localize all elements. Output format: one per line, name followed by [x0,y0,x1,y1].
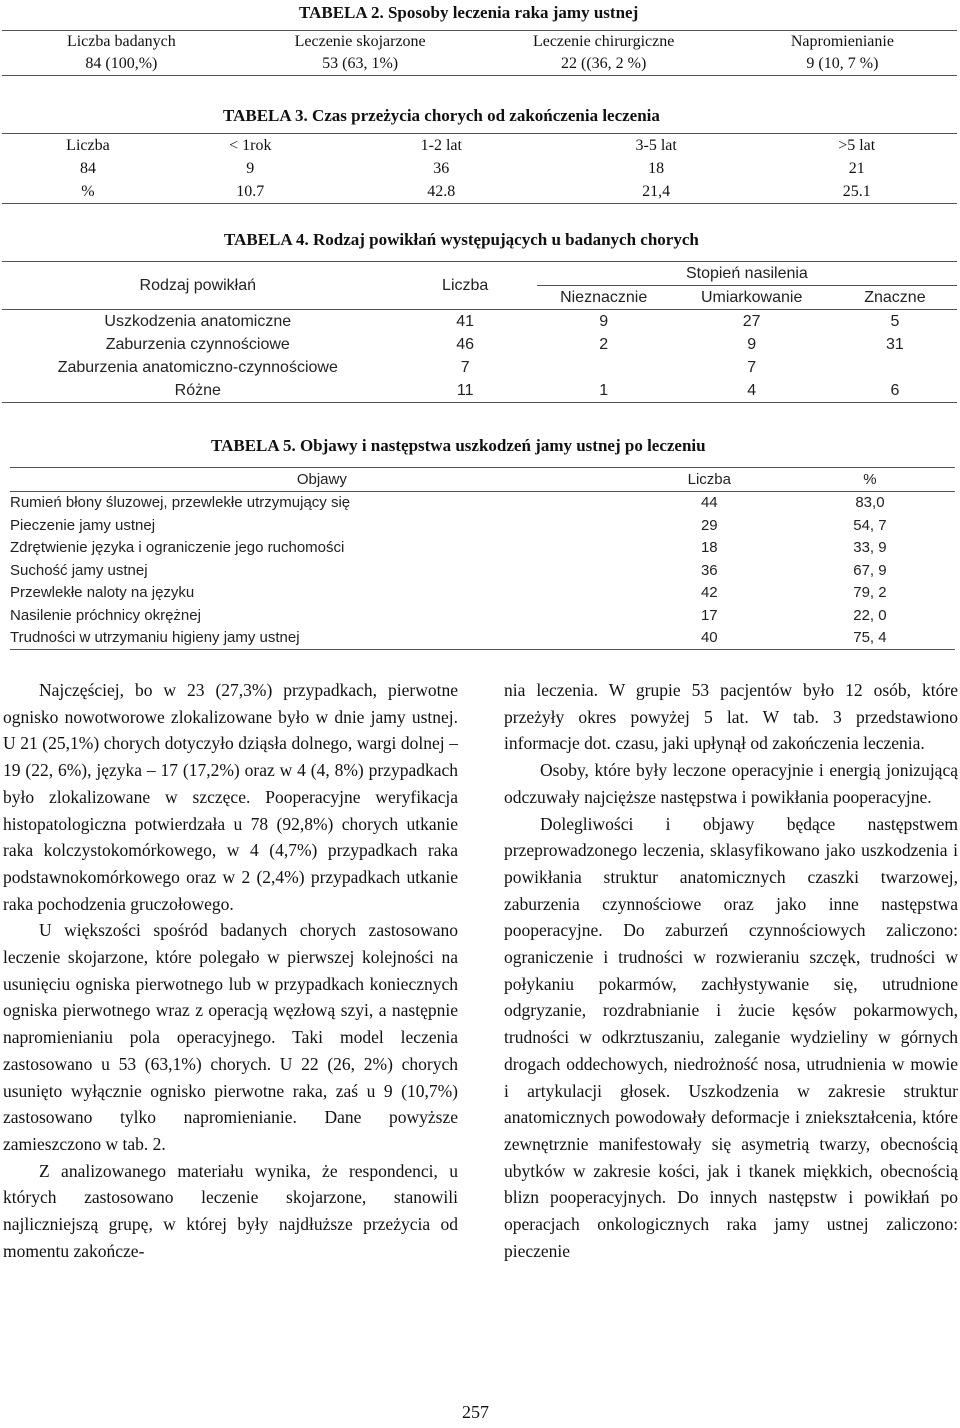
table5-cell: 22, 0 [853,606,887,624]
table-row [2,379,957,403]
table-row [2,310,957,334]
table3-caption: TABELA 3. Czas przeżycia chorych od zakończenia leczenia [223,106,660,125]
table2-cell: 9 (10, 7 %) [728,53,957,76]
table4-header-row [2,262,957,286]
table4-caption: TABELA 4. Rodzaj powikłań występujących u badanych chorych [224,230,699,249]
table-row [10,559,955,582]
table5-cell: Rumień błony śluzowej, przewlekłe utrzymujący się [10,494,351,512]
table5-cell: 75, 4 [785,627,955,650]
table4-cell: 1 [537,379,671,403]
table5-header-row [10,468,955,492]
table-row [2,333,957,356]
table4-cell: 27 [670,310,832,334]
table5-cell: Przewlekłe naloty na języku [10,584,195,602]
table3-cell: >5 lat [756,134,957,158]
table3-cell: 10.7 [174,180,327,204]
table3-cell: 84 [79,159,96,177]
table4-header: Rodzaj powikłań [2,262,394,310]
table2-caption: TABELA 2. Sposoby leczenia raka jamy ustnej [299,3,639,22]
table-row [10,604,955,627]
table2-header: Napromienianie [728,31,957,54]
table3 [2,133,957,204]
table5-cell: 54, 7 [853,516,887,534]
table-row [10,491,955,514]
table5-cell: 42 [700,584,718,602]
table3-cell: 25.1 [756,180,957,204]
table4-cell: Zaburzenia czynnościowe [105,335,290,353]
table4-cell [833,356,957,379]
table4-header: Liczba [394,262,537,310]
table4 [2,261,957,403]
table4-cell: 46 [456,335,475,353]
table5-cell: Nasilenie próchnicy okrężnej [10,606,201,624]
table4-subheader: Nieznacznie [537,286,671,310]
table5-header: Objawy [10,468,634,492]
paragraph: Osoby, które były leczone operacyjnie i energią jonizującą odczuwały najcięższe następstwa i powikłania pooperacyjne. [504,760,958,807]
table3-cell: 42.8 [327,180,556,204]
table-row [2,180,957,204]
table-row [10,582,955,605]
table4-cell [537,356,671,379]
table4-cell: 6 [833,379,957,403]
table4-cell: Zaburzenia anatomiczno-czynnościowe [57,358,338,376]
table4-cell: 9 [747,335,757,353]
paragraph: nia leczenia. W grupie 53 pacjentów było 12 osób, które przeżyły okres powyżej 5 lat. W tab. 3 przedstawiono informacje dot. czasu, jaki upłynął od zakończenia leczenia. [504,680,958,754]
table2-header: Leczenie chirurgiczne [480,31,728,54]
table2-cell: 84 (100,%) [2,53,241,76]
table3-cell: 21 [848,159,865,177]
table4-cell: 31 [886,335,904,353]
table5-cell: Zdrętwienie języka i ograniczenie jego ruchomości [10,539,345,557]
table5-cell: Pieczenie jamy ustnej [10,516,156,534]
table4-cell: Uszkodzenia anatomiczne [2,310,394,334]
table4-cell: 7 [747,358,757,376]
table4-cell: 41 [394,310,537,334]
table5-cell: 33, 9 [853,539,887,557]
table4-subheader: Znaczne [833,286,957,310]
table2 [2,30,957,76]
table-row [2,134,957,158]
table3-cell: 3-5 lat [556,134,757,158]
table3-cell: 21,4 [556,180,757,204]
table5-cell: 79, 2 [853,584,887,602]
table4-subheader: Umiarkowanie [670,286,832,310]
table5 [10,467,955,650]
table5-cell: Suchość jamy ustnej [10,561,148,579]
table4-cell: 5 [833,310,957,334]
table2-header: Leczenie skojarzone [241,31,480,54]
paragraph: Dolegliwości i objawy będące następstwem przeprowadzonego leczenia, sklasyfikowano jako uszkodzenia i powikłania struktur anatomicznych czaszki twarzowej, zaburzenia czynnościowe oraz jako inne następstwa pooperacyjne. Do zaburzeń czynnościowych zaliczono: ograniczenie i trudności w rozwieraniu szczęk, trudności w połykaniu pokarmów, zachłystywanie się, utrudnione odgryzanie, rozdrabnianie i żucie kęsów pokarmowych, trudności w odkrztuszaniu, zaleganie wydzieliny w górnych drogach oddechowych, niedrożność nosa, utrudnienia w mowie i artykulacji głosek. Uszkodzenia w zakresie struktur anatomicznych powodowały deformacje i zniekształcenia, które zewnętrznie manifestowały się asymetrią twarzy, obecnością ubytków w zakresie kości, jak i tkanek miękkich, obecnością blizn pooperacyjnych. Do innych następstw i powikłań po operacjach onkologicznych raka jamy ustnej zaliczono: pieczenie [504,813,958,1261]
table4-cell: 4 [670,379,832,403]
text-column-right [504,677,958,1264]
table4-header: Stopień nasilenia [537,262,957,286]
table2-value-row [2,53,957,76]
table5-cell: 18 [700,539,718,557]
table-row [10,514,955,537]
table5-cell: 29 [700,516,718,534]
table3-cell: % [2,180,174,204]
table3-cell: < 1rok [174,134,327,158]
table5-cell: 67, 9 [853,561,887,579]
page-number: 257 [462,1402,489,1422]
table-row [10,537,955,560]
table-row [2,356,957,379]
table3-cell: 18 [648,159,665,177]
table3-cell: Liczba [2,134,174,158]
table2-cell: 53 (63, 1%) [241,53,480,76]
table4-cell: 2 [599,335,609,353]
table4-cell: 9 [537,310,671,334]
table5-header: Liczba [634,468,785,492]
table5-cell: 44 [700,494,718,512]
table-row [10,627,955,650]
table5-header: % [785,468,955,492]
paragraph: Najczęściej, bo w 23 (27,3%) przypadkach, pierwotne ognisko nowotworowe zlokalizowane było w dnie jamy ustnej. U 21 (25,1%) chorych dotyczyło dziąsła dolnego, wargi dolnej – 19 (22, 6%), języka – 17 (17,2%) oraz w 4 (4, 8%) przypadkach było zlokalizowane w szczęce. Pooperacyjne weryfikacja histopatologiczna potwierdzała u 78 (92,8%) chorych utkanie raka kolczystokomórkowego, w 4 (4,7%) przypadkach raka podstawnokomórkowego oraz w 2 (2,4%) przypadkach utkanie raka pochodzenia gruczołowego. [3,680,458,914]
table3-cell: 1-2 lat [327,134,556,158]
text-column-left [3,677,458,1264]
table2-header-row [2,31,957,54]
paragraph: U większości spośród badanych chorych zastosowano leczenie skojarzone, które polegało w pierwszej kolejności na usunięciu ogniska pierwotnego lub w przypadkach koniecznych ogniska pierwotnego wraz z operacją węzłową szyi, a następnie napromienianiu pola operacyjnego. Taki model leczenia zastosowano u 53 (63,1%) chorych. U 22 (26, 2%) chorych usunięto wyłącznie ognisko pierwotne raka, zaś u 9 (10,7%) zastosowano tylko napromienianie. Dane powyższe zamieszczono w tab. 2. [3,920,458,1154]
table3-cell: 9 [246,159,255,177]
table5-cell: 36 [700,561,718,579]
table4-cell: 7 [460,358,470,376]
table4-cell: Różne [2,379,394,403]
table4-cell: 11 [394,379,537,403]
table2-cell: 22 ((36, 2 %) [480,53,728,76]
table5-cell: Trudności w utrzymaniu higieny jamy ustnej [10,627,634,650]
table5-cell: 40 [634,627,785,650]
paragraph: Z analizowanego materiału wynika, że respondenci, u których zastosowano leczenie skojarzone, stanowili najliczniejszą grupę, w której były najdłuższe przeżycia od momentu zakończe- [3,1160,458,1261]
table5-cell: 17 [700,606,718,624]
table2-header: Liczba badanych [2,31,241,54]
table5-caption: TABELA 5. Objawy i następstwa uszkodzeń jamy ustnej po leczeniu [211,436,706,455]
table-row [2,157,957,180]
table3-cell: 36 [433,159,450,177]
table5-cell: 83,0 [855,494,885,512]
